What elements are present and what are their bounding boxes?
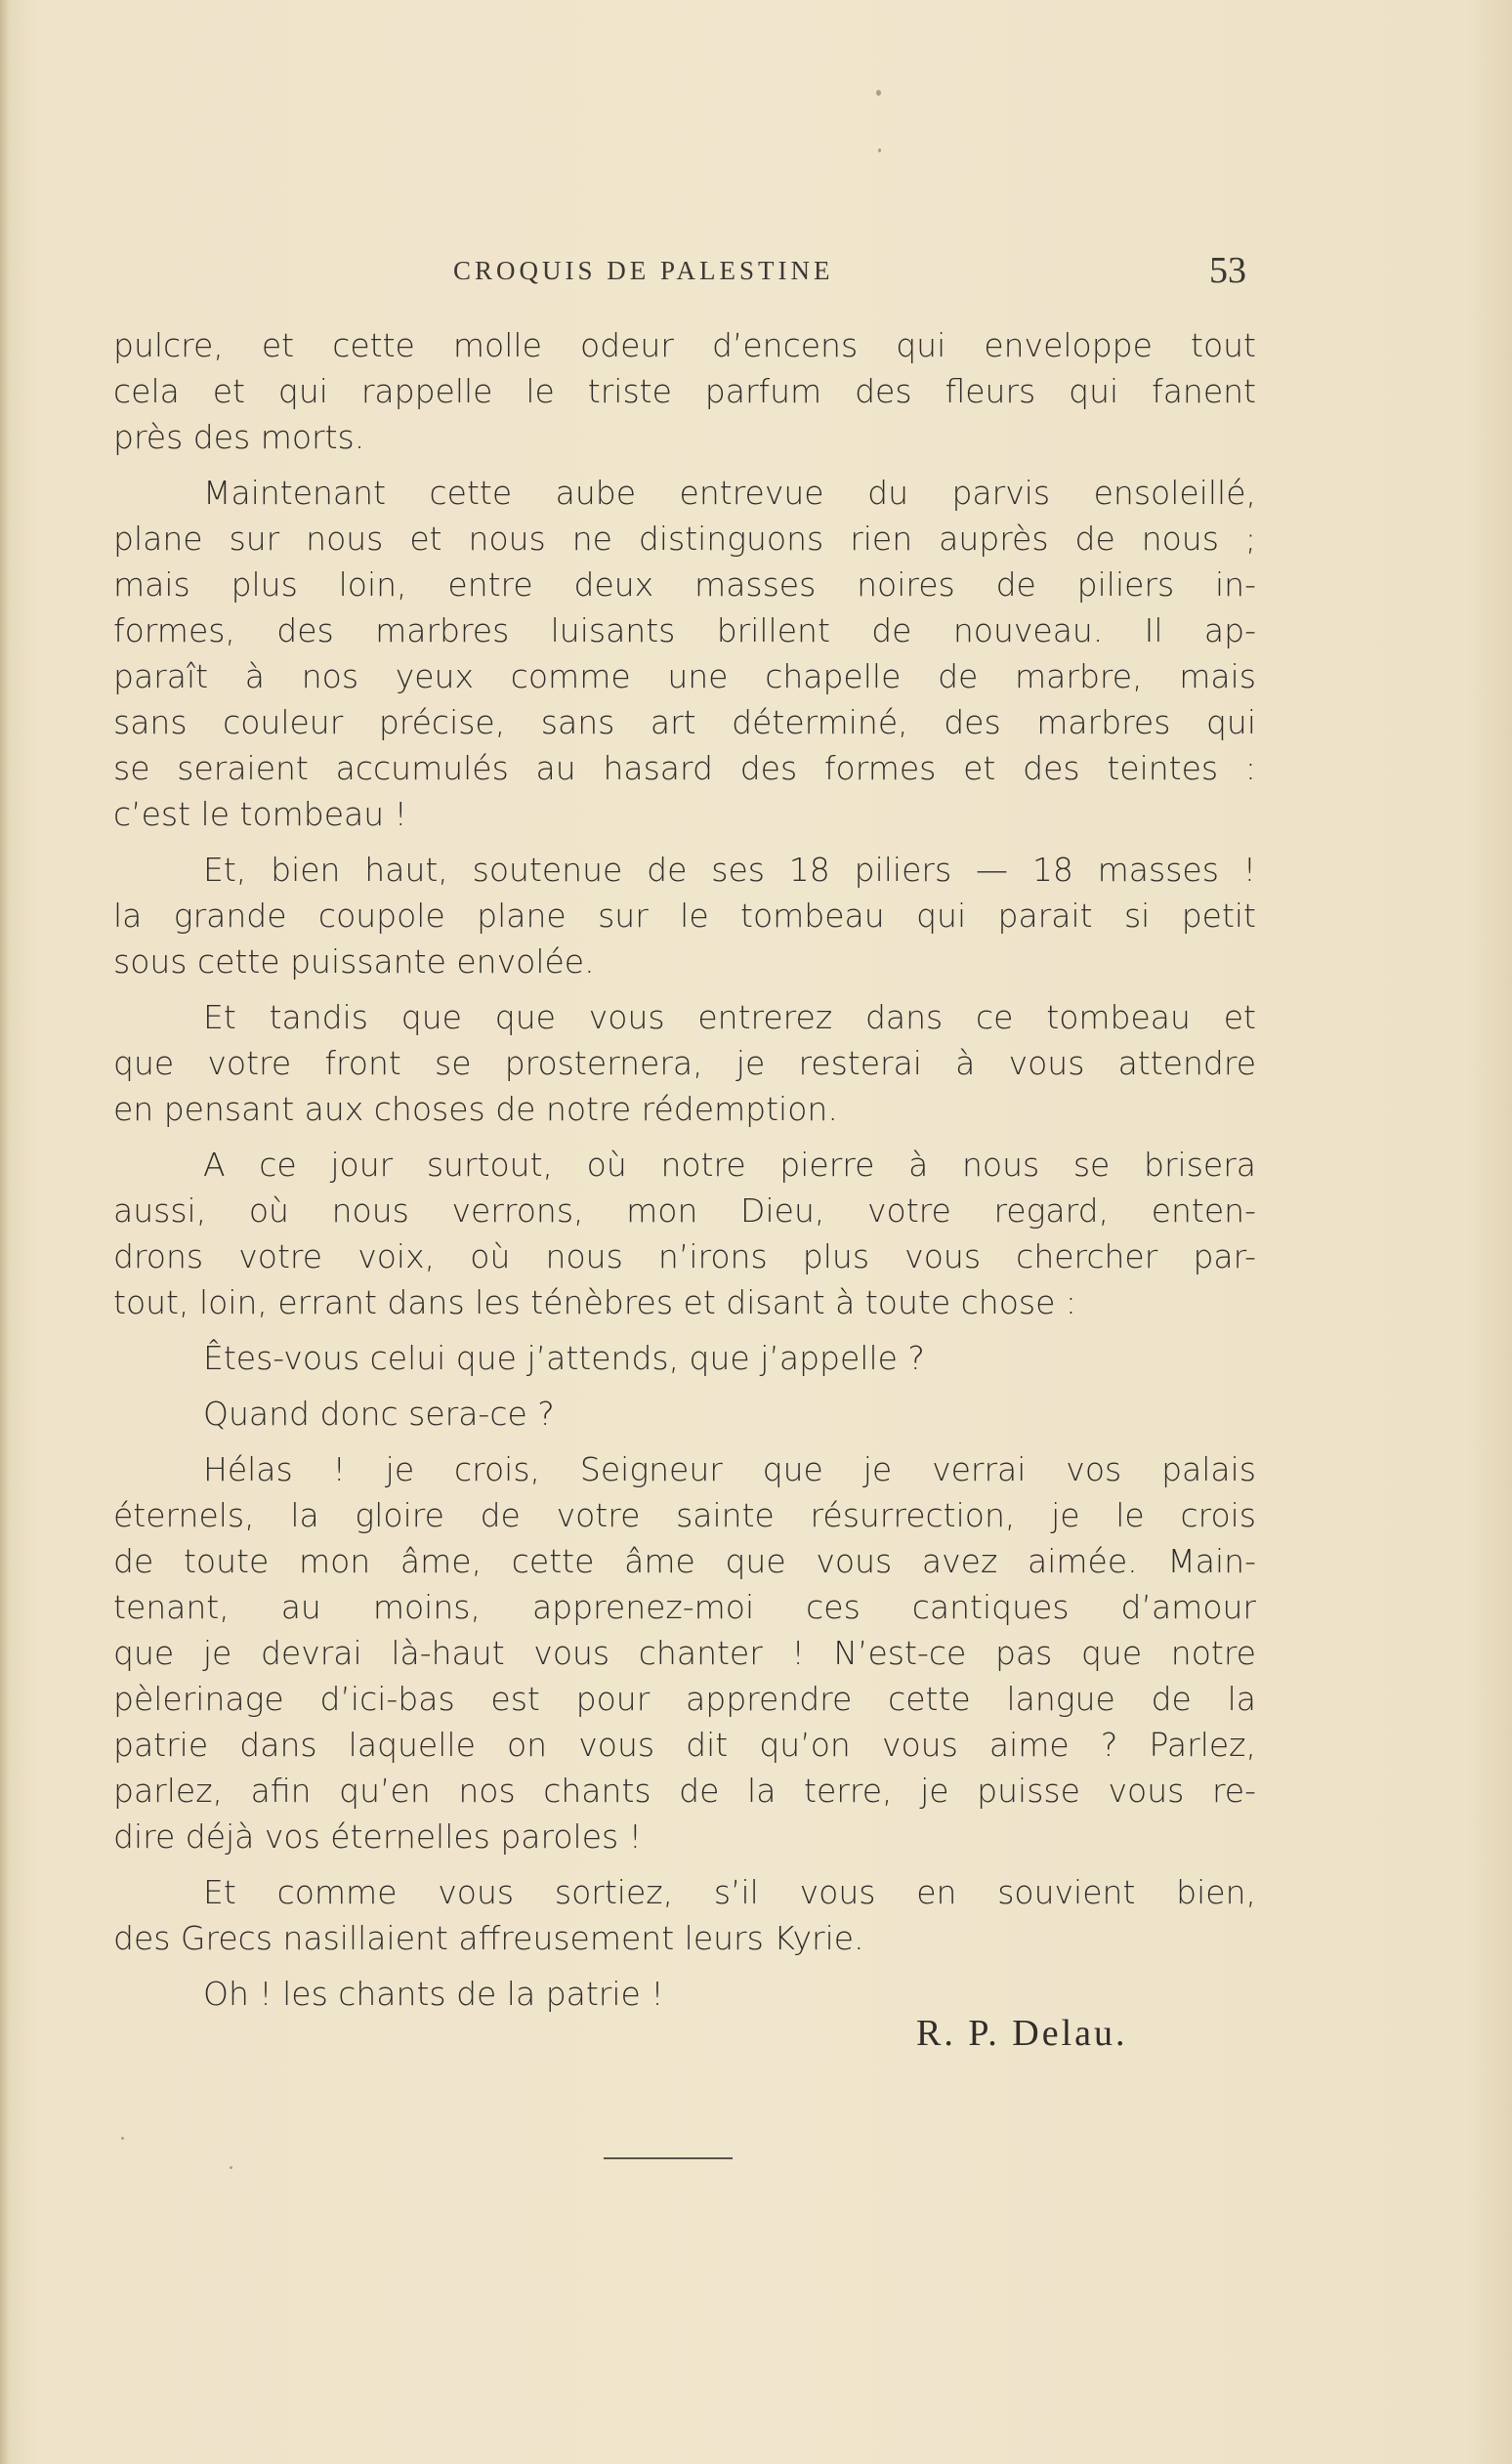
text-line: la grande coupole plane sur le tombeau qui parait si petit bbox=[113, 897, 1256, 935]
text-line: Quand donc sera-ce ? bbox=[203, 1395, 555, 1433]
paper-speck bbox=[230, 2166, 232, 2169]
text-line: paraît à nos yeux comme une chapelle de marbre, mais bbox=[113, 657, 1256, 695]
text-line: mais plus loin, entre deux masses noires de piliers in- bbox=[113, 565, 1256, 604]
text-line: Maintenant cette aube entrevue du parvis ensoleillé, bbox=[203, 474, 1256, 512]
text-line: dire déjà vos éternelles paroles ! bbox=[113, 1817, 642, 1856]
text-line: tout, loin, errant dans les ténèbres et disant à toute chose : bbox=[113, 1283, 1076, 1321]
text-line: des Grecs nasillaient affreusement leurs Kyrie. bbox=[113, 1919, 864, 1957]
text-line: c’est le tombeau ! bbox=[113, 795, 407, 833]
text-line: de toute mon âme, cette âme que vous avez aimée. Main- bbox=[113, 1542, 1256, 1580]
page-number: 53 bbox=[1209, 250, 1246, 291]
text-line: aussi, où nous verrons, mon Dieu, votre regard, enten- bbox=[113, 1191, 1256, 1230]
paragraph-gap bbox=[113, 837, 1256, 847]
text-line: tenant, au moins, apprenez-moi ces cantiques d’amour bbox=[113, 1588, 1256, 1626]
text-line: pulcre, et cette molle odeur d’encens qui enveloppe tout bbox=[113, 326, 1256, 364]
text-line: en pensant aux choses de notre rédemption. bbox=[113, 1090, 838, 1128]
text-line: éternels, la gloire de votre sainte résurrection, je le crois bbox=[113, 1496, 1256, 1534]
text-line: Êtes-vous celui que j’attends, que j’appelle ? bbox=[203, 1339, 925, 1377]
paragraph-gap bbox=[113, 1859, 1256, 1869]
paragraph-gap bbox=[113, 460, 1256, 470]
text-line: plane sur nous et nous ne distinguons rien auprès de nous ; bbox=[113, 520, 1256, 558]
closing-rule bbox=[604, 2157, 733, 2159]
running-head: CROQUIS DE PALESTINE bbox=[453, 256, 834, 285]
text-line: Et comme vous sortiez, s’il vous en souvient bien, bbox=[203, 1873, 1256, 1911]
text-line: Et, bien haut, soutenue de ses 18 piliers — 18 masses ! bbox=[203, 851, 1256, 889]
text-line: formes, des marbres luisants brillent de nouveau. Il ap- bbox=[113, 611, 1256, 649]
text-line: patrie dans laquelle on vous dit qu’on vous aime ? Parlez, bbox=[113, 1726, 1256, 1764]
text-line: Oh ! les chants de la patrie ! bbox=[203, 1975, 664, 2013]
text-line: parlez, afin qu’en nos chants de la terre, je puisse vous re- bbox=[113, 1772, 1256, 1810]
paper-speck bbox=[878, 148, 881, 152]
paper-speck bbox=[876, 90, 881, 96]
author-signature: R. P. Delau. bbox=[916, 2013, 1128, 2054]
text-line: près des morts. bbox=[113, 418, 365, 456]
text-line: que votre front se prosternera, je resterai à vous attendre bbox=[113, 1044, 1256, 1082]
text-line: Hélas ! je crois, Seigneur que je verrai vos palais bbox=[203, 1450, 1256, 1488]
paragraph-gap bbox=[113, 1437, 1256, 1446]
text-line: se seraient accumulés au hasard des formes et des teintes : bbox=[113, 749, 1256, 787]
paragraph-gap bbox=[113, 1961, 1256, 1971]
paper-speck bbox=[121, 2137, 124, 2140]
paragraph-gap bbox=[113, 1325, 1256, 1335]
text-line: pèlerinage d’ici-bas est pour apprendre cette langue de la bbox=[113, 1680, 1256, 1718]
text-line: cela et qui rappelle le triste parfum des fleurs qui fanent bbox=[113, 372, 1256, 410]
paragraph-gap bbox=[113, 984, 1256, 994]
text-line: A ce jour surtout, où notre pierre à nous se brisera bbox=[203, 1146, 1256, 1184]
paragraph-gap bbox=[113, 1132, 1256, 1142]
body-text bbox=[113, 322, 1256, 2017]
text-line: que je devrai là-haut vous chanter ! N’est-ce pas que notre bbox=[113, 1634, 1256, 1672]
text-line: sans couleur précise, sans art déterminé, des marbres qui bbox=[113, 703, 1256, 741]
text-line: Et tandis que que vous entrerez dans ce tombeau et bbox=[203, 998, 1256, 1036]
text-line: drons votre voix, où nous n’irons plus vous chercher par- bbox=[113, 1237, 1256, 1275]
page-edge-shadow bbox=[0, 0, 10, 2464]
text-line: sous cette puissante envolée. bbox=[113, 942, 595, 981]
paragraph-gap bbox=[113, 1381, 1256, 1391]
